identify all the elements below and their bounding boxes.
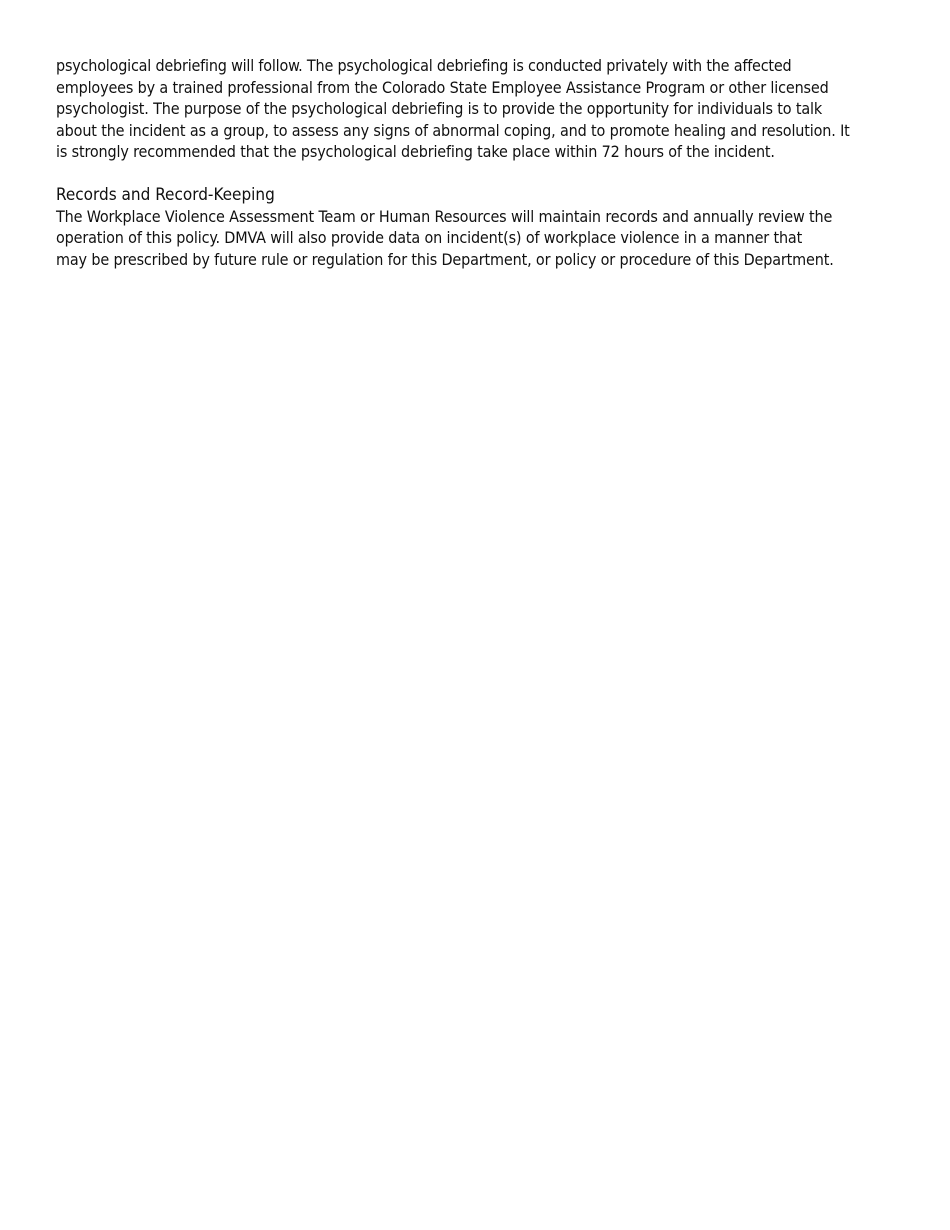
paragraph-line: The Workplace Violence Assessment Team or Human Resources will maintain records and annually review the xyxy=(56,206,833,226)
paragraph-line: psychologist. The purpose of the psychological debriefing is to provide the opportunity for individuals to talk xyxy=(56,99,823,118)
paragraph-line: is strongly recommended that the psychological debriefing take place within 72 hours of the incident. xyxy=(56,142,775,161)
paragraph-line: about the incident as a group, to assess any signs of abnormal coping, and to promote healing and resolution. It xyxy=(56,120,850,140)
paragraph-line: psychological debriefing will follow. The psychological debriefing is conducted privately with the affected xyxy=(56,56,792,75)
records-paragraph xyxy=(56,206,898,271)
paragraph-line: may be prescribed by future rule or regulation for this Department, or policy or procedure of this Department. xyxy=(56,249,834,269)
paragraph-line: employees by a trained professional from the Colorado State Employee Assistance Program or other licensed xyxy=(56,77,829,97)
document-page xyxy=(56,55,898,270)
paragraph-line: operation of this policy. DMVA will also provide data on incident(s) of workplace violence in a manner that xyxy=(56,228,803,247)
section-heading: Records and Record-Keeping xyxy=(56,184,275,205)
debriefing-paragraph xyxy=(56,55,898,163)
